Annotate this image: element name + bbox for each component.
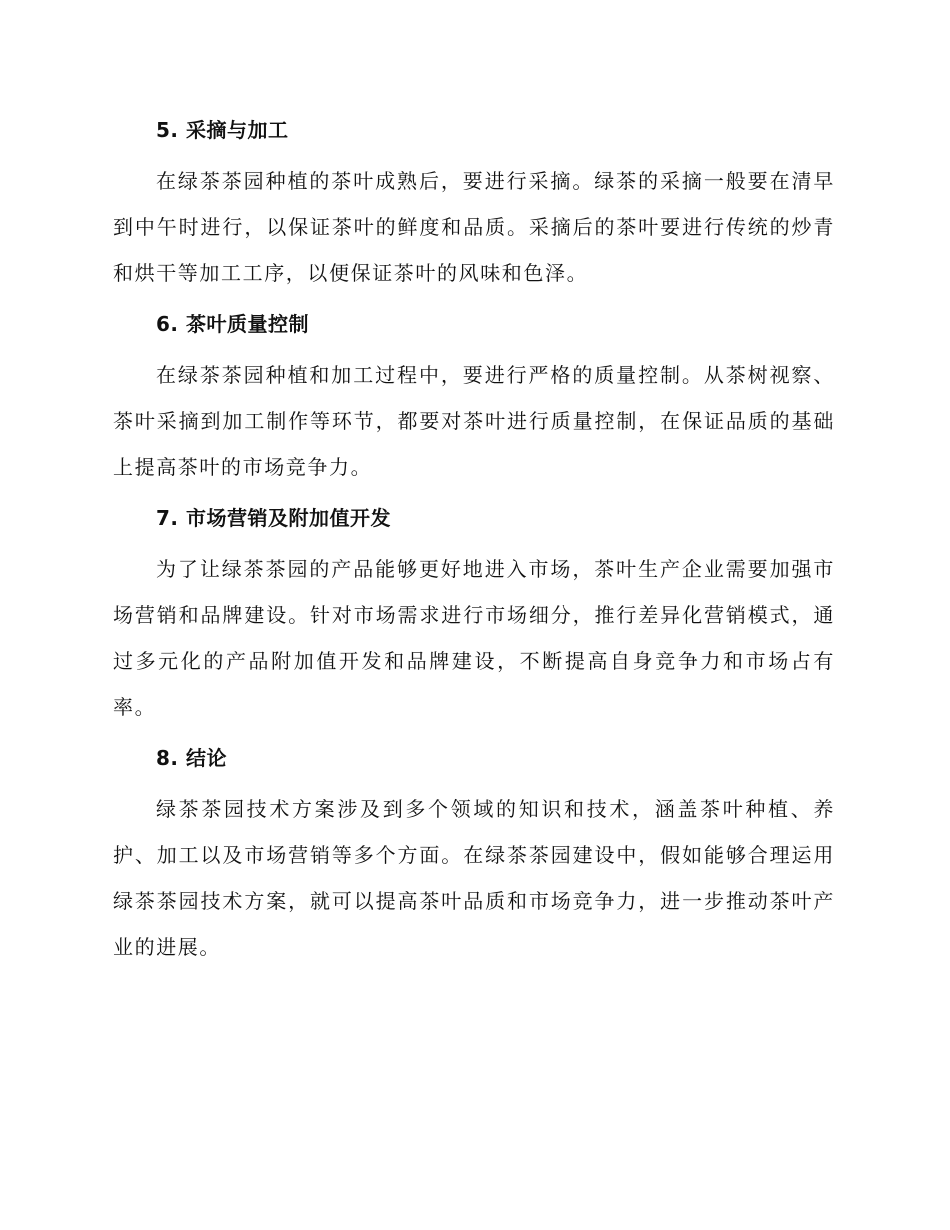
section-heading: 5. 采摘与加工 [156,118,289,142]
section-paragraph: 为了让绿茶茶园的产品能够更好地进入市场，茶叶生产企业需要加强市场营销和品牌建设。针对市场需求进行市场细分，推行差异化营销模式，通过多元化的产品附加值开发和品牌建设，不断提高自身竞争力和市场占有率。 [113,557,835,719]
section-heading: 8. 结论 [156,746,227,770]
section-conclusion [113,738,835,970]
section-paragraph: 在绿茶茶园种植和加工过程中，要进行严格的质量控制。从茶树视察、茶叶采摘到加工制作等环节，都要对茶叶进行质量控制，在保证品质的基础上提高茶叶的市场竞争力。 [113,363,835,479]
section-heading: 6. 茶叶质量控制 [156,312,309,336]
section-harvesting-processing [113,110,835,296]
document-body [113,110,835,976]
section-quality-control [113,304,835,490]
section-marketing [113,498,835,730]
section-heading: 7. 市场营销及附加值开发 [156,506,391,530]
section-paragraph: 绿茶茶园技术方案涉及到多个领域的知识和技术，涵盖茶叶种植、养护、加工以及市场营销等多个方面。在绿茶茶园建设中，假如能够合理运用绿茶茶园技术方案，就可以提高茶叶品质和市场竞争力，进一步推动茶叶产业的进展。 [113,797,835,959]
section-paragraph: 在绿茶茶园种植的茶叶成熟后，要进行采摘。绿茶的采摘一般要在清早到中午时进行，以保证茶叶的鲜度和品质。采摘后的茶叶要进行传统的炒青和烘干等加工工序，以便保证茶叶的风味和色泽。 [113,169,835,285]
